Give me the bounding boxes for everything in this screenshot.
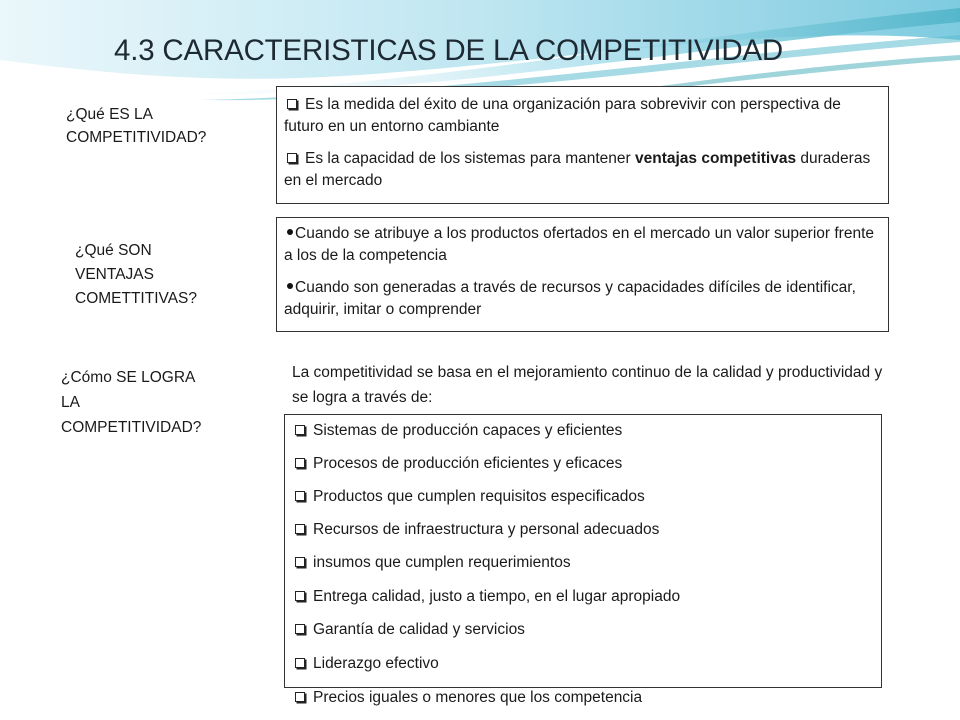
- checkbox-bullet-icon: [295, 524, 305, 534]
- bullet-dot-icon: [287, 283, 293, 289]
- means-list: [292, 422, 892, 720]
- question-line: ¿Qué SON: [75, 242, 152, 259]
- checkbox-bullet-icon: [295, 591, 305, 601]
- checkbox-bullet-icon: [295, 458, 305, 468]
- checkbox-bullet-icon: [295, 658, 305, 668]
- advantages-box: [276, 217, 889, 332]
- bullet-dot-icon: [287, 229, 293, 235]
- checkbox-bullet-icon: [295, 557, 305, 567]
- question-line: VENTAJAS: [75, 266, 154, 283]
- means-item: [292, 488, 645, 506]
- means-text: Sistemas de producción capaces y eficientes: [313, 422, 623, 439]
- question-line: ¿Qué ES LA: [66, 106, 154, 123]
- means-text: Productos que cumplen requisitos especificados: [313, 488, 645, 505]
- question-line: COMETTITIVAS?: [75, 290, 198, 307]
- question-line: LA: [61, 394, 80, 411]
- means-item: [292, 521, 659, 539]
- means-text: Precios iguales o menores que los competencia: [313, 689, 643, 706]
- question-line: COMPETITIVIDAD?: [61, 419, 202, 436]
- definition-box: [276, 86, 889, 204]
- means-text: Recursos de infraestructura y personal adecuados: [313, 521, 660, 538]
- means-text: Liderazgo efectivo: [313, 655, 439, 672]
- advantage-item: [284, 223, 878, 267]
- definition-text: Es la capacidad de los sistemas para mantener: [305, 150, 635, 167]
- checkbox-bullet-icon: [287, 153, 297, 163]
- question-ventajas: [75, 239, 197, 311]
- means-item: [292, 422, 622, 440]
- question-line: COMPETITIVIDAD?: [66, 129, 207, 146]
- page-title: 4.3 CARACTERISTICAS DE LA COMPETITIVIDAD: [114, 34, 784, 67]
- means-text: Garantía de calidad y servicios: [313, 621, 525, 638]
- means-item: [292, 554, 571, 572]
- checkbox-bullet-icon: [295, 425, 305, 435]
- intro-paragraph: La competitividad se basa en el mejoramiento continuo de la calidad y productividad y se logra a través de:: [292, 364, 883, 406]
- question-competitividad: [66, 103, 206, 149]
- means-item: [292, 588, 680, 606]
- question-como-lograr: [61, 365, 201, 440]
- means-item: [292, 455, 622, 473]
- definition-text: Es la medida del éxito de una organización para sobrevivir con perspectiva de futuro en un entorno cambiante: [284, 96, 841, 135]
- definition-text: duraderas en el mercado: [284, 150, 871, 189]
- means-item: [292, 621, 525, 639]
- advantage-text: Cuando son generadas a través de recursos y capacidades difíciles de identificar, adquirir, imitar o comprender: [284, 279, 856, 318]
- checkbox-bullet-icon: [295, 491, 305, 501]
- advantage-item: [284, 277, 878, 321]
- means-item: [292, 655, 439, 673]
- definition-item: [284, 94, 878, 138]
- question-line: ¿Cómo SE LOGRA: [61, 369, 196, 386]
- means-item: [292, 689, 642, 707]
- checkbox-bullet-icon: [295, 624, 305, 634]
- means-text: Procesos de producción eficientes y eficaces: [313, 455, 623, 472]
- definition-item: [284, 148, 878, 192]
- checkbox-bullet-icon: [287, 99, 297, 109]
- definition-bold-text: ventajas competitivas: [634, 150, 797, 167]
- means-text: insumos que cumplen requerimientos: [313, 554, 571, 571]
- means-text: Entrega calidad, justo a tiempo, en el lugar apropiado: [313, 588, 681, 605]
- advantage-text: Cuando se atribuye a los productos ofertados en el mercado un valor superior frente a los de la competencia: [284, 225, 875, 264]
- checkbox-bullet-icon: [295, 692, 305, 702]
